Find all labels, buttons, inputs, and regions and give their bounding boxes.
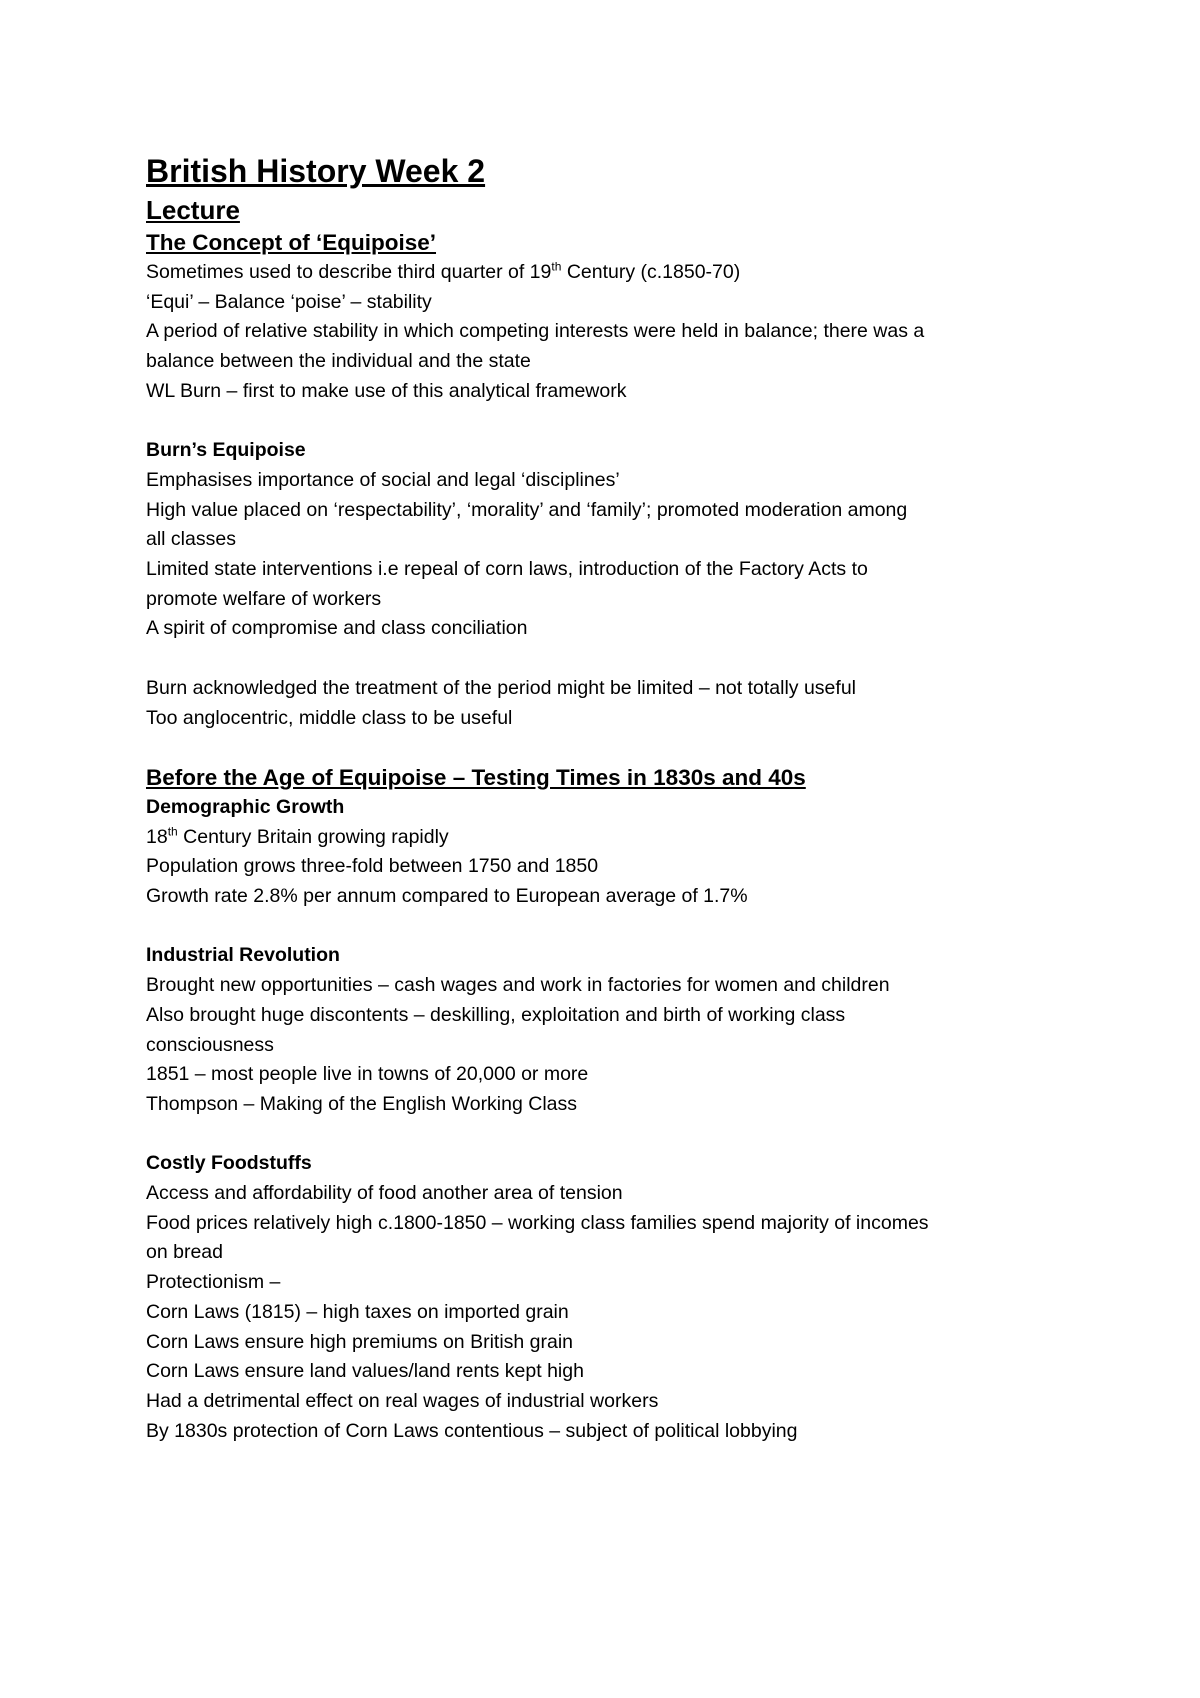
text-line: A period of relative stability in which competing interests were held in balance; there was a: [146, 320, 925, 343]
document-title: British History Week 2: [146, 153, 486, 189]
text-line: balance between the individual and the state: [146, 350, 531, 373]
text-line: 1851 – most people live in towns of 20,000 or more: [146, 1063, 589, 1086]
section-concept: [146, 228, 1106, 407]
section-heading-foodstuffs: Costly Foodstuffs: [146, 1152, 312, 1175]
section-foodstuffs: [146, 1149, 1106, 1446]
text-line: High value placed on ‘respectability’, ‘morality’ and ‘family’; promoted moderation among: [146, 498, 908, 521]
text-line: consciousness: [146, 1033, 274, 1056]
section-heading-industrial: Industrial Revolution: [146, 944, 340, 967]
section-heading-burn: Burn’s Equipoise: [146, 439, 306, 462]
text-line: Limited state interventions i.e repeal of corn laws, introduction of the Factory Acts to: [146, 558, 868, 581]
text-line: on bread: [146, 1241, 223, 1264]
text-line: Thompson – Making of the English Working Class: [146, 1092, 578, 1115]
text-line: all classes: [146, 528, 236, 551]
text-line: Food prices relatively high c.1800-1850 – working class families spend majority of incomes: [146, 1211, 929, 1234]
text-line: Corn Laws (1815) – high taxes on imported grain: [146, 1300, 569, 1323]
text-line: By 1830s protection of Corn Laws contentious – subject of political lobbying: [146, 1419, 798, 1442]
section-heading-demographic: Demographic Growth: [146, 795, 345, 818]
text-line: ‘Equi’ – Balance ‘poise’ – stability: [146, 290, 432, 313]
text-line: Corn Laws ensure high premiums on British grain: [146, 1330, 574, 1353]
text-line: Sometimes used to describe third quarter of 19th Century (c.1850-70): [146, 259, 741, 283]
text-line: Emphasises importance of social and legal ‘disciplines’: [146, 468, 620, 491]
section-heading-concept: The Concept of ‘Equipoise’: [146, 230, 437, 255]
text-line: Growth rate 2.8% per annum compared to European average of 1.7%: [146, 885, 748, 908]
section-heading-before-equipoise: Before the Age of Equipoise – Testing Times in 1830s and 40s: [146, 764, 806, 790]
text-line: Brought new opportunities – cash wages and work in factories for women and children: [146, 974, 890, 997]
text-line: Corn Laws ensure land values/land rents kept high: [146, 1360, 584, 1383]
text-line: promote welfare of workers: [146, 587, 382, 610]
text-line: Had a detrimental effect on real wages of industrial workers: [146, 1389, 659, 1412]
text-line: A spirit of compromise and class conciliation: [146, 617, 528, 640]
text-line: 18th Century Britain growing rapidly: [146, 824, 449, 848]
text-line: Too anglocentric, middle class to be useful: [146, 706, 513, 729]
text-line: Also brought huge discontents – deskilling, exploitation and birth of working class: [146, 1003, 846, 1026]
section-industrial: [146, 941, 1106, 1119]
text-line: Protectionism –: [146, 1271, 281, 1294]
text-line: Access and affordability of food another area of tension: [146, 1182, 623, 1205]
section-demographic: [146, 793, 1106, 912]
lecture-subtitle: Lecture: [146, 195, 240, 225]
section-burn: [146, 436, 1106, 733]
document-page: [146, 150, 1106, 1446]
text-line: Population grows three-fold between 1750 and 1850: [146, 855, 599, 878]
text-line: WL Burn – first to make use of this analytical framework: [146, 379, 627, 402]
text-line: Burn acknowledged the treatment of the period might be limited – not totally useful: [146, 676, 856, 699]
